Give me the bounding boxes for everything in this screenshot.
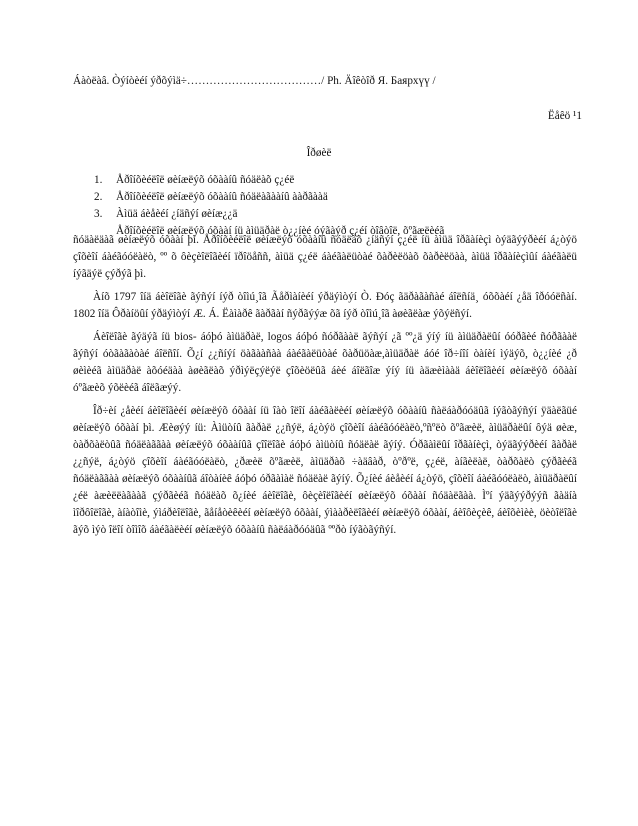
plan-item-text: Åðîíõèéëîë øèíæëýõ óõààíû ñóäëàõ ç¿éë [116, 174, 295, 186]
section-heading: Îðøèë [306, 147, 332, 159]
plan-item-number: 3. [94, 208, 103, 221]
paragraph-2: Àíõ 1797 îíä áèîëîãè ãýñýí íýð òîìú¸îã Ãåðìàíèéí ýðäýìòýí Ò. Ðóç ãäðàãàñàé áîëñíä¸ óõõàéí ¿åä îðóóëñàí. 1802 îíä Ôðàíöûí ýðäýìòýí Æ. Á. Ëàìàðê ãàðãàí ñýðãýýæ õã íýð òîìú¸îã àøèãëàæ ýõýëñýí. [73, 291, 577, 321]
plan-item [94, 206, 584, 223]
paragraph-3: Áèîëîãè ãýäýã íü bios- áóþó àìüäðàë, logos áóþó ñóðãààë ãýñýí ¿ã ºº¿ä ýíý íü àìüäðàëûí óóðãèé ñóðãààë ãýñýí óòãàãàòàé áîëñîí. Õ¿í ¿¿ñíýí öàãààñàà áàéãàëüòàé õàðüöàæ,àìüäðàë áóé îð÷íîí òàíèí ìýäýõ, ò¿¿íèé ¿ð øèìèéã àìüäðàë àõóéäàà àøèãëàõ ýðìýëçýëýë çîõèöëûã áèé áîëãîæ ýíý íü àäæèìààä áèîëîãèéí øèíæëýõ óõààí óºãæèõ ýõëèéã áîëãæýý. [73, 331, 577, 395]
plan-list [94, 172, 584, 240]
lecture-number: Ëåêö ¹1 [547, 110, 582, 122]
body-text [73, 232, 577, 545]
paragraph-4: Îð÷èí ¿åèéí áèîëîãèéí øèíæëýõ óõààí íü îàò îëîí áàéãàëèéí øèíæëýõ óõààíû ñàëáàðóóäûã íýãòãýñýí ÿäàëãüé øèíæëýõ óõààí þì. Æèøýý íü: Àìüòíû ãàðàë ¿¿ñýë, á¿òýö çîõèîí áàéãóóëàëò,ºñºëò õºãæèë, àìüäðàëûí ôýä øèæ, òàðõàëòûã ñóäëàããàà øèíæëýõ óõààíûã çîîëîãè áóþó àìüòíû ñóäëàë ãýíý. Óðãàìëûí îðãàíèçì, òýäãýýðèéí ãàðàë ¿¿ñýë, á¿òýö çîõèîí áàéãóóëàëò, ¿ðæèë õºãæèë, àìüäðàõ ÷àäâàð, òºðºë, ç¿éë, àíãèëàë, òàðõàëò çýðãèéã ñóäëàããàà øèíæëýõ óõààíûã áîòàíèê áóþó óðãàìàë ñóäëàë ãýíý. Õ¿íèé áèåèéí á¿òýö, çîõèîí áàéãóóëàëò, àìüäðàëûí ¿éë àæèëëàãààã çýðãèéã ñóäëàõ õ¿íèé áèîëîãè, ôèçèîëîãèéí øèíæëýõ óõààí ñóäàëãàà. Ìºí ýäãýýðýýñ ãàäíà ìîðôîëîãè, àíàòîìè, ýìáðèîëîãè, ãåíåòèêèéí øèíæëýõ óõààí, ýìààðèëîãèéí øèíæëýõ óõààí, áèîôèçèê, áèîõèìèè, öèòîëîãè ãýõ ìýò îëîí òîìîõ áàéãàëèéí øèíæëýõ óõààíû ñàëáàðóóäûã ººðò íýãòãýñýí. [73, 405, 577, 537]
plan-item [94, 172, 584, 189]
plan-item [94, 189, 584, 206]
author-line: Áàòëàâ. Òýíòèéí ýðõýìä÷………………………………/ Ph. Äîêòîð Я. Баярхүү / [73, 75, 436, 87]
plan-item-number: 1. [94, 174, 103, 186]
plan-item-text: Åðîíõèéëîë øèíæëýõ óõààíû ñóäëàãààíû ààðãààä [116, 191, 328, 204]
plan-item-number: 2. [94, 191, 103, 204]
plan-item-text: Àìüä áèåèéí ¿íäñýí øèíæ¿¿ä [116, 208, 238, 221]
paragraph-1: ñóäàëäàã øèíæëýõ óõààí þì. Åðîíõèéëîë øèíæëýõ óõààíû ñóäëàõ ¿íäñýí ç¿éë íü àìüä îðãàíèçì òýäãýýðèéí á¿òýö çîõèîí áàéãóóëàëò, ºº õ ôèçèîëîãèéí ïðîöåññ, àìüä ç¿éë áàéãàëüòàé õàðèëöàõ õàðèëöàà, àìüä îðãàíèçìûí áàéãàëü íýãäýë çýðýã þì. [73, 234, 577, 281]
plan-subline: Åðîíõèéëîë øèíæëýõ óõààí íü àìüäðàë ò¿¿íèé óýãàýð ç¿éí òîâòîë, õºãæëèéã [116, 225, 445, 238]
